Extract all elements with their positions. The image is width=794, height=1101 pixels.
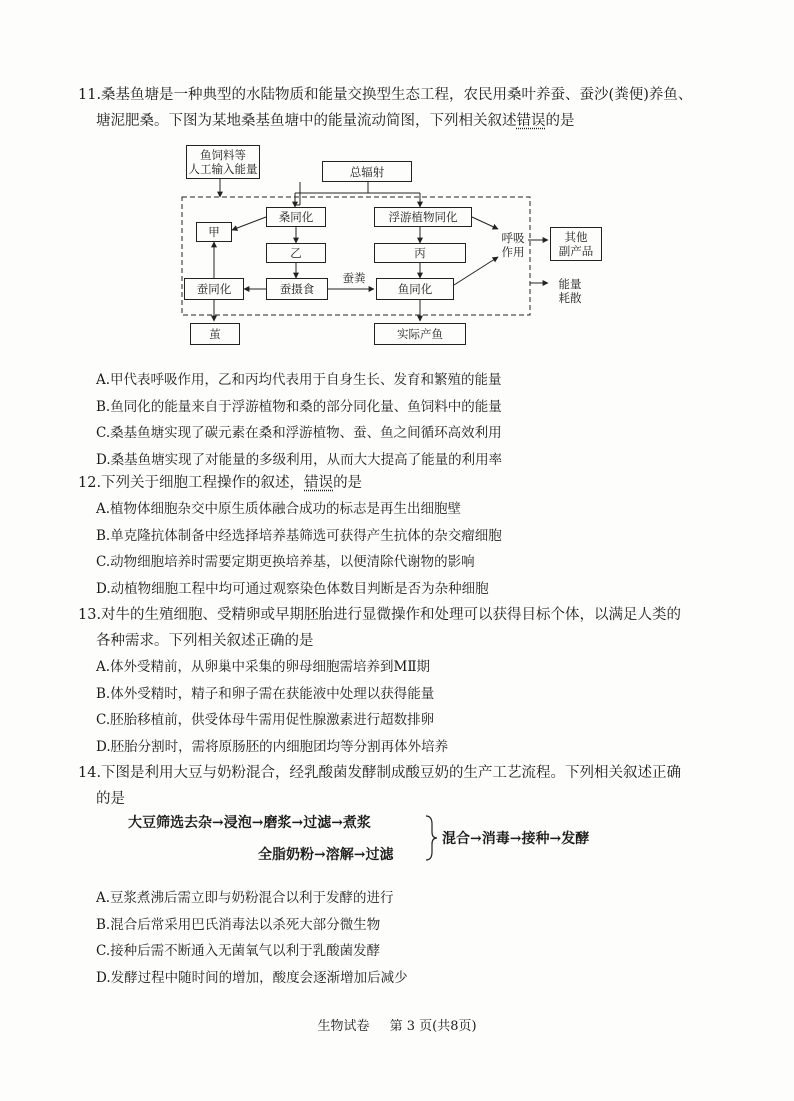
respiration-label: 呼吸 作用 [501,231,525,259]
mulberry-assimilation-label: 桑同化 [278,210,314,224]
q12-stem-text: 12.下列关于细胞工程操作的叙述， [78,475,305,491]
energy-flow-diagram [180,145,620,350]
q13-option-c: C.胚胎移植前，供受体母牛需用促性腺激素进行超数排卵 [96,712,435,728]
q12-emphasis: 错误 [304,475,334,491]
feed-input-label: 鱼饲料等 人工输入能量 [188,148,258,176]
q14-stem-line2: 的是 [96,791,125,807]
q13-option-b: B.体外受精时，精子和卵子需在获能液中处理以获得能量 [96,685,435,702]
energy-loss-label: 能量 耗散 [558,277,582,305]
q13-option-a: A.体外受精前，从卵巢中采集的卵母细胞需培养到MⅡ期 [96,659,431,675]
jia-label: 甲 [208,225,220,239]
flow-milk-row: 全脂奶粉→溶解→过滤 [258,847,394,863]
footer-page-number: 第 3 页(共8页) [389,1019,477,1034]
footer-subject: 生物试卷 [317,1019,370,1034]
q12-option-a: A.植物体细胞杂交中原生质体融合成功的标志是再生出细胞壁 [96,501,462,517]
process-flow [128,808,648,868]
q14-options [78,885,728,991]
feed-input-box [186,145,260,179]
question-13 [78,602,728,760]
fish-output-box [374,323,466,345]
q14-option-d: D.发酵过程中随时间的增加，酸度会逐渐增加后减少 [96,969,408,986]
q11-emphasis: 错误 [516,113,546,129]
plankton-assimilation-box [374,207,472,227]
fish-assimilation-box [376,278,454,300]
cocoon-label: 茧 [209,327,221,341]
flow-soy-row: 大豆筛选去杂→浸泡→磨浆→过滤→煮浆 [128,815,371,831]
silkworm-assimilation-box [184,278,244,300]
silkworm-assimilation-label: 蚕同化 [196,282,232,296]
q12-option-b: B.单克隆抗体制备中经选择培养基筛选可获得产生抗体的杂交瘤细胞 [96,527,502,544]
q13-stem-line1: 13.对牛的生殖细胞、受精卵或早期胚胎进行显微操作和处理可以获得目标个体，以满足人类的 [78,607,682,623]
fish-assimilation-label: 鱼同化 [397,282,433,296]
yi-label: 乙 [290,246,302,260]
q14-stem-line1: 14.下图是利用大豆与奶粉混合，经乳酸菌发酵制成酸豆奶的生产工艺流程。下列相关叙述正确 [78,765,682,781]
bing-box [374,243,466,263]
q12-stem-end: 的是 [333,475,363,491]
q11-option-b: B.鱼同化的能量来自于浮游植物和桑的部分同化量、鱼饲料中的能量 [96,398,502,415]
q14-option-b: B.混合后常采用巴氏消毒法以杀死大部分微生物 [96,916,381,933]
feces-label: 蚕粪 [342,271,366,285]
total-radiation-box [322,161,412,182]
plankton-assimilation-label: 浮游植物同化 [388,210,458,224]
q11-option-a: A.甲代表呼吸作用，乙和丙均代表用于自身生长、发育和繁殖的能量 [96,372,502,388]
q11-stem-line1: 11.桑基鱼塘是一种典型的水陆物质和能量交换型生态工程，农民用桑叶养蚕、蚕沙(粪便)养鱼、 [78,87,693,103]
q12-option-d: D.动植物细胞工程中均可通过观察染色体数目判断是否为杂种细胞 [96,580,489,597]
silkworm-intake-box [266,278,328,300]
question-12 [78,470,728,602]
q13-option-d: D.胚胎分割时，需将原肠胚的内细胞团均等分割再体外培养 [96,738,449,755]
mulberry-assimilation-box [266,207,326,227]
q12-stem [78,470,728,496]
q12-option-c: C.动物细胞培养时需要定期更换培养基，以便清除代谢物的影响 [96,554,475,570]
q11-stem-text: 塘泥肥桑。下图为某地桑基鱼塘中的能量流动简图，下列相关叙述 [96,113,517,129]
silkworm-intake-label: 蚕摄食 [279,282,315,296]
byproducts-label: 其他 副产品 [558,230,594,258]
q14-option-a: A.豆浆煮沸后需立即与奶粉混合以利于发酵的进行 [96,890,394,906]
q11-option-d: D.桑基鱼塘实现了对能量的多级利用，从而大大提高了能量的利用率 [96,451,503,468]
yi-box [266,243,326,263]
bing-label: 丙 [414,246,426,260]
q11-option-c: C.桑基鱼塘实现了碳元素在桑和浮游植物、蚕、鱼之间循环高效利用 [96,425,502,441]
question-14 [78,760,728,812]
q14-option-c: C.接种后需不断通入无菌氧气以利于乳酸菌发酵 [96,943,381,959]
q11-stem-line2 [78,108,728,134]
q13-stem-line2: 各种需求。下列相关叙述正确的是 [96,633,314,649]
page-footer [0,1015,794,1034]
flow-brace [424,814,438,862]
byproducts-box [550,227,602,261]
q11-stem-end: 的是 [545,113,575,129]
fish-output-label: 实际产鱼 [397,327,443,341]
total-radiation-label: 总辐射 [349,164,385,179]
jia-box [196,222,232,242]
flow-merge-row: 混合→消毒→接种→发酵 [442,831,590,847]
question-11 [78,82,728,134]
q11-options [78,367,728,473]
cocoon-box [190,323,240,345]
